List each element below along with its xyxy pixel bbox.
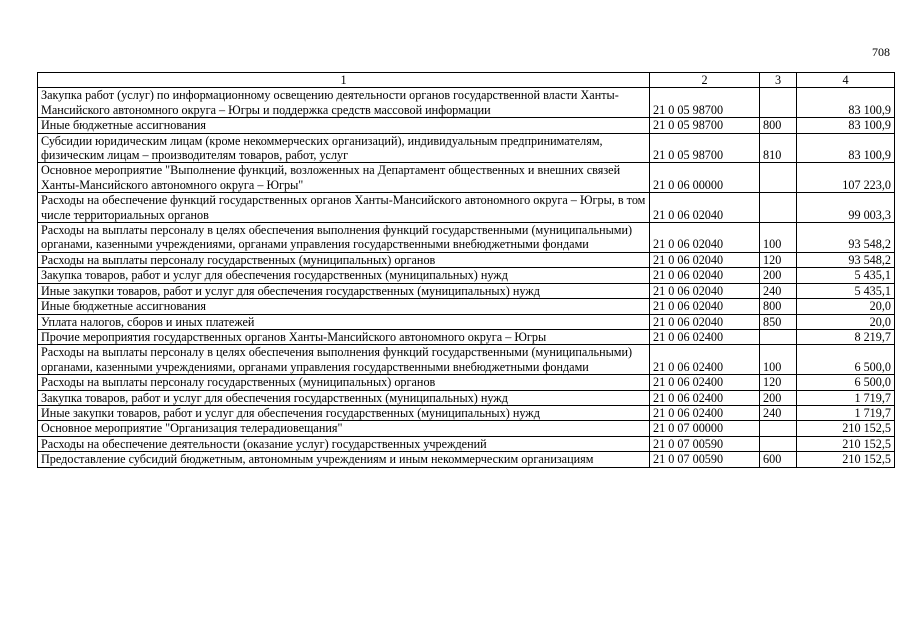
cell-sum: 93 548,2: [797, 252, 895, 267]
cell-code: 21 0 06 02400: [650, 405, 760, 420]
table-row: [38, 314, 895, 329]
cell-description: Предоставление субсидий бюджетным, автономным учреждениям и иным некоммерческим организациям: [38, 452, 650, 467]
table-row: [38, 375, 895, 390]
cell-type: 200: [760, 268, 797, 283]
cell-type: 200: [760, 390, 797, 405]
cell-type: [760, 436, 797, 451]
cell-sum: 93 548,2: [797, 223, 895, 253]
cell-description: Прочие мероприятия государственных органов Ханты-Мансийского автономного округа – Югры: [38, 329, 650, 344]
cell-type: 800: [760, 118, 797, 133]
cell-code: 21 0 06 02040: [650, 268, 760, 283]
cell-type: 600: [760, 452, 797, 467]
cell-code: 21 0 06 02040: [650, 314, 760, 329]
cell-type: 800: [760, 299, 797, 314]
cell-sum: 5 435,1: [797, 268, 895, 283]
cell-sum: 6 500,0: [797, 345, 895, 375]
cell-sum: 1 719,7: [797, 390, 895, 405]
cell-description: Иные закупки товаров, работ и услуг для обеспечения государственных (муниципальных) нужд: [38, 405, 650, 420]
table-row: [38, 345, 895, 375]
table-row: [38, 133, 895, 163]
table-row: [38, 405, 895, 420]
cell-code: 21 0 07 00590: [650, 436, 760, 451]
cell-code: 21 0 06 02400: [650, 390, 760, 405]
cell-type: [760, 421, 797, 436]
cell-description: Закупка товаров, работ и услуг для обеспечения государственных (муниципальных) нужд: [38, 390, 650, 405]
cell-description: Расходы на выплаты персоналу в целях обеспечения выполнения функций государственными (муниципальными) органами, казенными учреждениями, органами управления государственными внебюджетными фондами: [38, 345, 650, 375]
cell-sum: 107 223,0: [797, 163, 895, 193]
table-row: [38, 223, 895, 253]
cell-code: 21 0 07 00000: [650, 421, 760, 436]
header-row: [38, 73, 895, 88]
cell-code: 21 0 06 02040: [650, 223, 760, 253]
header-cell-sum: 4: [797, 73, 895, 88]
cell-type: 120: [760, 375, 797, 390]
cell-sum: 210 152,5: [797, 452, 895, 467]
cell-sum: 210 152,5: [797, 436, 895, 451]
cell-description: Закупка товаров, работ и услуг для обеспечения государственных (муниципальных) нужд: [38, 268, 650, 283]
cell-description: Расходы на выплаты персоналу государственных (муниципальных) органов: [38, 252, 650, 267]
cell-sum: 99 003,3: [797, 193, 895, 223]
table-row: [38, 436, 895, 451]
table-row: [38, 390, 895, 405]
table-row: [38, 329, 895, 344]
cell-code: 21 0 07 00590: [650, 452, 760, 467]
table-row: [38, 88, 895, 118]
cell-description: Субсидии юридическим лицам (кроме некоммерческих организаций), индивидуальным предпринимателям, физическим лицам – производителям товаров, работ, услуг: [38, 133, 650, 163]
cell-description: Расходы на обеспечение функций государственных органов Ханты-Мансийского автономного округа – Югры, в том числе территориальных органов: [38, 193, 650, 223]
cell-description: Иные бюджетные ассигнования: [38, 118, 650, 133]
cell-sum: 5 435,1: [797, 283, 895, 298]
cell-description: Расходы на выплаты персоналу государственных (муниципальных) органов: [38, 375, 650, 390]
cell-description: Иные закупки товаров, работ и услуг для обеспечения государственных (муниципальных) нужд: [38, 283, 650, 298]
table-row: [38, 283, 895, 298]
cell-sum: 210 152,5: [797, 421, 895, 436]
page-number: 708: [872, 45, 890, 59]
table-row: [38, 118, 895, 133]
cell-code: 21 0 06 02040: [650, 283, 760, 298]
cell-description: Основное мероприятие "Организация телерадиовещания": [38, 421, 650, 436]
cell-sum: 8 219,7: [797, 329, 895, 344]
cell-code: 21 0 06 00000: [650, 163, 760, 193]
cell-description: Иные бюджетные ассигнования: [38, 299, 650, 314]
cell-code: 21 0 05 98700: [650, 88, 760, 118]
cell-sum: 1 719,7: [797, 405, 895, 420]
cell-type: 850: [760, 314, 797, 329]
cell-type: 240: [760, 283, 797, 298]
table-row: [38, 252, 895, 267]
cell-code: 21 0 06 02040: [650, 299, 760, 314]
cell-type: [760, 329, 797, 344]
cell-code: 21 0 05 98700: [650, 133, 760, 163]
cell-code: 21 0 06 02040: [650, 193, 760, 223]
cell-sum: 20,0: [797, 314, 895, 329]
cell-type: 810: [760, 133, 797, 163]
cell-description: Расходы на выплаты персоналу в целях обеспечения выполнения функций государственными (муниципальными) органами, казенными учреждениями, органами управления государственными внебюджетными фондами: [38, 223, 650, 253]
cell-description: Уплата налогов, сборов и иных платежей: [38, 314, 650, 329]
cell-type: 100: [760, 345, 797, 375]
cell-sum: 6 500,0: [797, 375, 895, 390]
budget-table: [37, 72, 895, 468]
cell-description: Расходы на обеспечение деятельности (оказание услуг) государственных учреждений: [38, 436, 650, 451]
table-row: [38, 299, 895, 314]
cell-sum: 83 100,9: [797, 118, 895, 133]
header-cell-code: 2: [650, 73, 760, 88]
cell-code: 21 0 05 98700: [650, 118, 760, 133]
cell-sum: 83 100,9: [797, 88, 895, 118]
cell-type: [760, 88, 797, 118]
cell-type: [760, 163, 797, 193]
cell-type: [760, 193, 797, 223]
cell-code: 21 0 06 02400: [650, 345, 760, 375]
table-row: [38, 193, 895, 223]
header-cell-type: 3: [760, 73, 797, 88]
cell-sum: 20,0: [797, 299, 895, 314]
cell-type: 240: [760, 405, 797, 420]
cell-code: 21 0 06 02040: [650, 252, 760, 267]
cell-sum: 83 100,9: [797, 133, 895, 163]
table-body: [38, 88, 895, 467]
table-row: [38, 452, 895, 467]
table-row: [38, 163, 895, 193]
table-row: [38, 421, 895, 436]
cell-description: Закупка работ (услуг) по информационному освещению деятельности органов государственной власти Ханты-Мансийского автономного округа – Югры и поддержка средств массовой информации: [38, 88, 650, 118]
cell-type: 100: [760, 223, 797, 253]
cell-code: 21 0 06 02400: [650, 329, 760, 344]
header-cell-description: 1: [38, 73, 650, 88]
cell-code: 21 0 06 02400: [650, 375, 760, 390]
cell-type: 120: [760, 252, 797, 267]
table-row: [38, 268, 895, 283]
cell-description: Основное мероприятие "Выполнение функций, возложенных на Департамент общественных и внешних связей Ханты-Мансийского автономного округа – Югры": [38, 163, 650, 193]
